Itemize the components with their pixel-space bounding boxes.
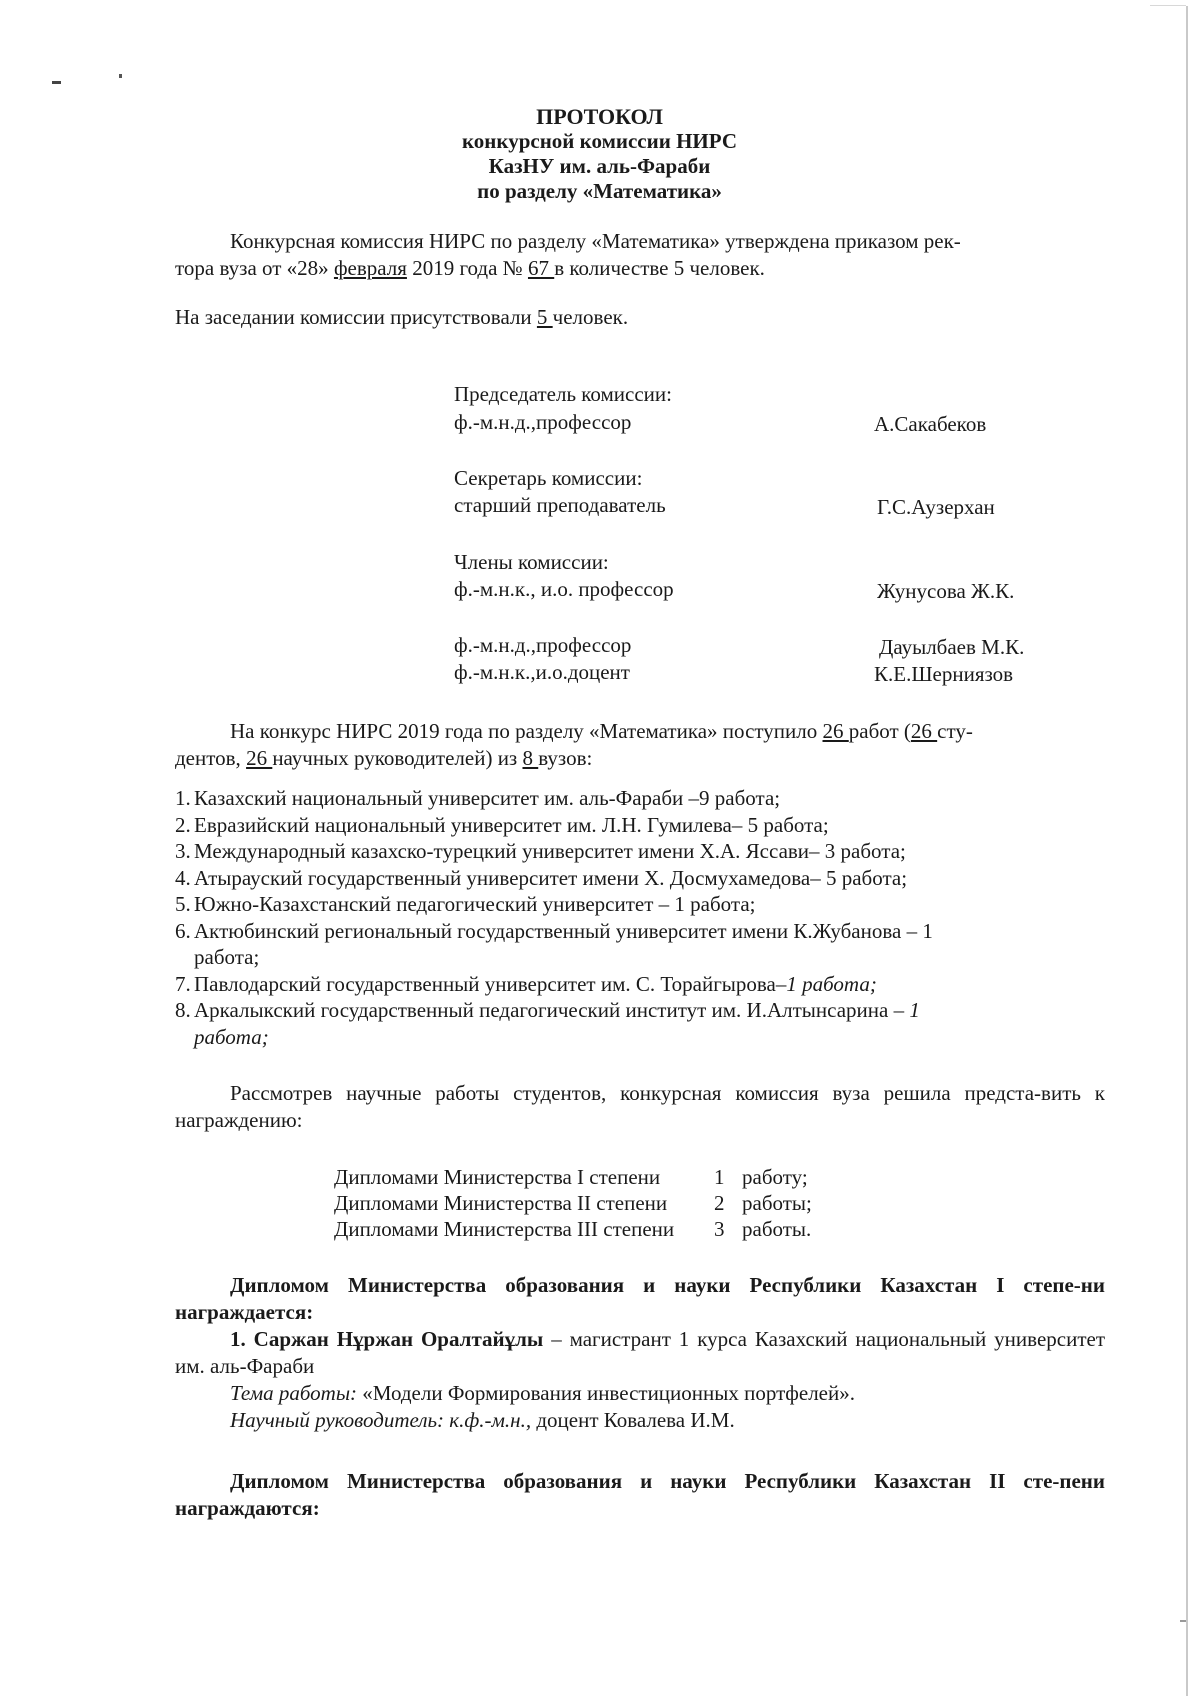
list-text: Атырауский государственный университет имени Х. Досмухамедова– 5 работа; <box>194 865 908 890</box>
list-item <box>175 971 1095 998</box>
intro-line: Конкурсная комиссия НИРС по разделу «Математика» утверждена приказом рек- <box>230 229 961 253</box>
order-month: февраля <box>333 256 407 280</box>
students-count: 26 <box>910 719 938 743</box>
first-degree-heading-text: Дипломом Министерства образования и науки Республики Казахстан I степе-ни награждается: <box>175 1273 1105 1324</box>
scan-edge-mark <box>1180 1620 1186 1622</box>
universities-count: 8 <box>522 746 539 770</box>
chair-title: ф.-м.н.д.,профессор <box>454 410 632 434</box>
attendance-text: На заседании комиссии присутствовали <box>175 305 537 329</box>
submissions-paragraph <box>175 718 1120 772</box>
award-unit: работу; <box>742 1165 808 1189</box>
advisor-label: Научный руководитель: к.ф.-м.н., <box>230 1408 532 1432</box>
winner-number: 1. <box>230 1327 246 1351</box>
submissions-text: работ ( <box>848 719 911 743</box>
member-name: Дауылбаев М.К. <box>879 635 1025 659</box>
award-label: Дипломами Министерства II степени <box>334 1191 668 1215</box>
decision-text: Рассмотрев научные работы студентов, конкурсная комиссия вуза решила предста-вить к награждению: <box>175 1081 1105 1132</box>
submissions-line <box>175 718 1120 745</box>
universities-list <box>175 785 1095 1050</box>
second-degree-heading-text: Дипломом Министерства образования и науки Республики Казахстан II сте-пени награждаются: <box>175 1469 1105 1520</box>
award-count: 2 <box>714 1191 725 1215</box>
topic-label: Тема работы: <box>230 1381 358 1405</box>
advisor-line <box>175 1407 1105 1434</box>
member-title: ф.-м.н.д.,профессор <box>454 633 632 657</box>
list-item <box>175 785 1095 812</box>
document-subtitle: КазНУ им. аль-Фараби <box>488 154 711 178</box>
document-subtitle: по разделу «Математика» <box>477 179 722 203</box>
advisor-name: доцент Ковалева И.М. <box>531 1408 735 1432</box>
list-text-italic: 1 работа; <box>194 998 920 1049</box>
award-label: Дипломами Министерства III степени <box>334 1217 675 1241</box>
award-label: Дипломами Министерства I степени <box>334 1165 661 1189</box>
second-degree-heading <box>175 1468 1105 1522</box>
topic-line <box>175 1380 1105 1407</box>
list-text: Евразийский национальный университет им. Л.Н. Гумилева– 5 работа; <box>194 812 829 837</box>
supervisors-count: 26 <box>246 746 273 770</box>
award-count: 1 <box>714 1165 725 1189</box>
intro-paragraph <box>175 228 1120 282</box>
intro-text: тора вуза от «28» <box>175 256 334 280</box>
intro-text: в количестве 5 человек. <box>554 256 765 280</box>
decision-paragraph <box>175 1080 1105 1134</box>
member-name: К.Е.Шерниязов <box>874 662 1014 686</box>
list-item <box>175 838 1095 865</box>
award-count-row <box>334 1190 812 1216</box>
award-count: 3 <box>714 1217 725 1241</box>
submissions-text: вузов: <box>538 746 593 770</box>
first-degree-heading <box>175 1272 1105 1326</box>
winner-line <box>175 1326 1105 1380</box>
submissions-text: сту- <box>937 719 973 743</box>
list-item <box>175 997 974 1050</box>
list-number: 8. <box>175 998 191 1022</box>
attendance-text: человек. <box>552 305 629 329</box>
list-item <box>175 812 1095 839</box>
list-text: Аркалыкский государственный педагогический институт им. И.Алтынсарина – <box>194 998 910 1022</box>
works-count: 26 <box>822 719 849 743</box>
document-subtitle: конкурсной комиссии НИРС <box>461 129 737 153</box>
scan-edge-line <box>1186 6 1188 1696</box>
list-number: 4. <box>175 865 191 890</box>
list-text-italic: 1 работа; <box>786 971 877 996</box>
award-count-row <box>334 1164 812 1190</box>
list-number: 5. <box>175 892 191 916</box>
submissions-text: На конкурс НИРС 2019 года по разделу «Математика» поступило <box>230 719 823 743</box>
list-text: Казахский национальный университет им. аль-Фараби –9 работа; <box>194 786 781 810</box>
list-text: Международный казахско-турецкий университет имени Х.А. Яссави– 3 работа; <box>194 839 906 863</box>
secretary-title: старший преподаватель <box>454 493 666 517</box>
chair-name: А.Сакабеков <box>874 412 987 436</box>
attendance-line <box>175 304 628 330</box>
member-name: Жунусова Ж.К. <box>877 579 1015 603</box>
list-item <box>175 865 1095 892</box>
chair-label: Председатель комиссии: <box>454 382 672 406</box>
members-label: Члены комиссии: <box>454 550 609 574</box>
list-number: 3. <box>175 839 191 863</box>
member-title: ф.-м.н.к., и.о. профессор <box>454 577 674 601</box>
submissions-text: дентов, <box>175 746 247 770</box>
scan-edge-top <box>1150 5 1186 6</box>
first-degree-winner <box>175 1326 1105 1434</box>
scan-speck <box>52 81 61 84</box>
award-counts <box>334 1164 812 1242</box>
intro-line <box>175 255 1120 282</box>
winner-name: Саржан Нұржан Оралтайұлы <box>253 1327 544 1351</box>
topic-text: «Модели Формирования инвестиционных портфелей». <box>357 1381 855 1405</box>
member-title: ф.-м.н.к.,и.о.доцент <box>454 660 630 684</box>
list-number: 6. <box>175 918 191 943</box>
list-text: Актюбинский региональный государственный университет имени К.Жубанова – 1 работа; <box>194 918 933 969</box>
award-unit: работы. <box>742 1217 812 1241</box>
scan-speck <box>119 74 122 78</box>
list-number: 2. <box>175 812 191 837</box>
order-number: 67 <box>527 256 555 280</box>
list-text: Южно-Казахстанский педагогический университет – 1 работа; <box>194 892 756 916</box>
award-unit: работы; <box>742 1191 812 1215</box>
list-number: 1. <box>175 786 191 810</box>
award-count-row <box>334 1216 812 1242</box>
list-item <box>175 918 954 971</box>
intro-text: 2019 года № <box>406 256 528 280</box>
secretary-name: Г.С.Аузерхан <box>877 495 995 519</box>
secretary-label: Секретарь комиссии: <box>454 466 643 490</box>
list-item <box>175 891 1095 918</box>
document-title: ПРОТОКОЛ <box>536 104 663 129</box>
document-title-block <box>0 104 1199 204</box>
submissions-text: научных руководителей) из <box>272 746 523 770</box>
list-number: 7. <box>175 971 191 996</box>
submissions-line <box>175 745 1120 772</box>
attendance-count: 5 <box>536 305 553 329</box>
winner-description: – магистрант 1 курса Казахский национальный университет им. аль-Фараби <box>175 1327 1106 1378</box>
list-text: Павлодарский государственный университет им. С. Торайгырова– <box>194 971 787 996</box>
